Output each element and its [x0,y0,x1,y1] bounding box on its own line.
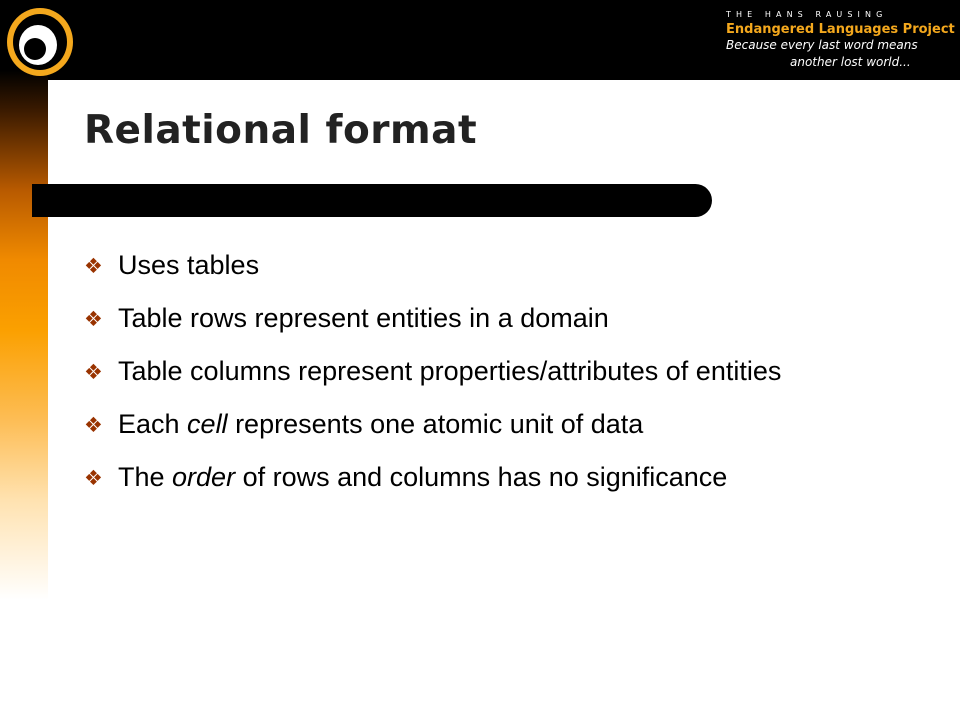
brand-name: Endangered Languages Project [726,22,955,37]
bullet-text: Table rows represent entities in a domain [118,303,609,333]
project-branding [726,10,955,71]
bullet-item [84,248,924,283]
bullet-item [84,460,924,495]
tagline-line-2: another lost world... [790,55,911,69]
slide-title: Relational format [84,108,478,153]
bullet-text: of rows and columns has no significance [235,462,728,492]
bullet-item [84,301,924,336]
bullet-icon: ❖ [84,413,103,437]
bullet-icon: ❖ [84,254,103,278]
bullet-item [84,407,924,442]
bullet-text: Each [118,409,188,439]
bullet-list [84,248,924,513]
bullet-text-emphasis: order [172,462,236,492]
bullet-text: The [118,462,173,492]
bullet-item [84,354,924,389]
bullet-text: Table columns represent properties/attributes of entities [118,356,782,386]
bullet-icon: ❖ [84,466,103,490]
bullet-text: represents one atomic unit of data [227,409,644,439]
logo-icon [2,2,78,78]
bullet-text-emphasis: cell [187,409,228,439]
title-underline-bar [32,184,712,217]
bullet-icon: ❖ [84,307,103,331]
left-gradient-band [0,0,48,600]
org-line: THE HANS RAUSING [726,10,888,19]
bullet-icon: ❖ [84,360,103,384]
bullet-text: Uses tables [118,250,260,280]
tagline-line-1: Because every last word means [726,38,918,52]
